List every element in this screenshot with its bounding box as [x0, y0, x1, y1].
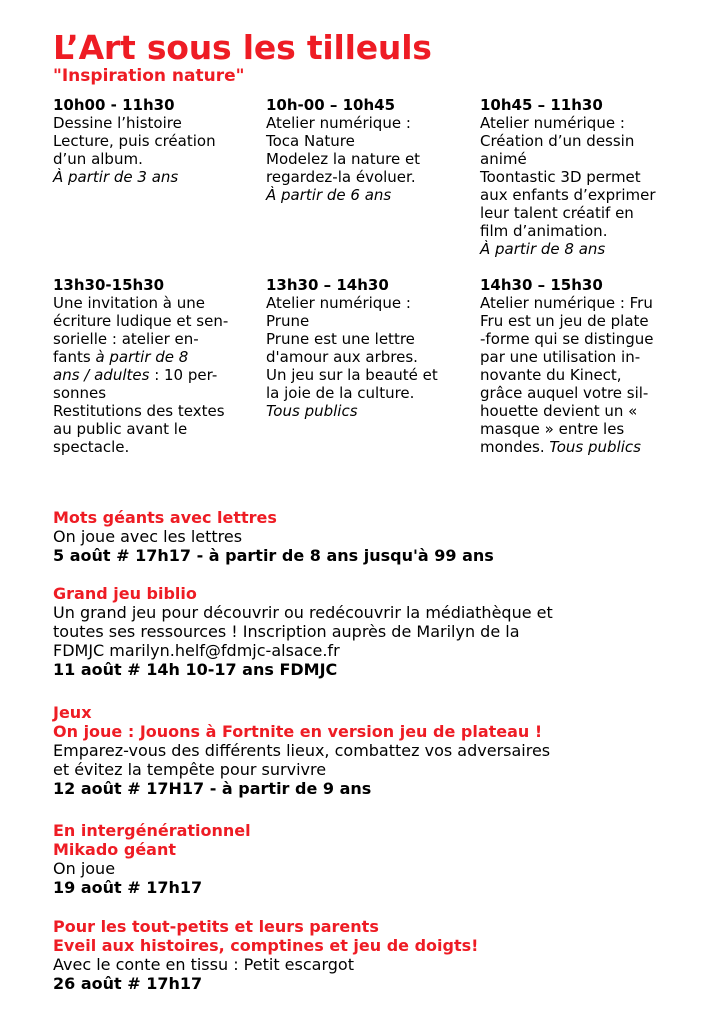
slot-line: Création d’un dessin	[480, 132, 635, 150]
slot-line: sonnes	[53, 384, 107, 402]
slot-line-mixed	[53, 348, 253, 366]
slot-line: Atelier numérique : Fru	[480, 294, 653, 312]
schedule-slot-4	[53, 276, 253, 456]
slot-age-part: ans / adultes	[53, 366, 150, 384]
event-date: 5 août # 17h17 - à partir de 8 ans jusqu'à 99 ans	[53, 546, 494, 565]
slot-time: 10h-00 – 10h45	[266, 96, 396, 114]
event-date: 26 août # 17h17	[53, 974, 203, 993]
slot-age: Tous publics	[266, 402, 358, 420]
program-page	[53, 28, 693, 993]
slot-line: Restitutions des textes	[53, 402, 225, 420]
event-heading: En intergénérationnel	[53, 821, 251, 840]
event-text: Emparez-vous des différents lieux, combattez vos adversaires	[53, 741, 551, 760]
slot-line: d’un album.	[53, 150, 143, 168]
slot-line: Atelier numérique :	[266, 294, 411, 312]
slot-line: Une invitation à une	[53, 294, 205, 312]
schedule-grid	[53, 96, 693, 516]
slot-age: À partir de 3 ans	[53, 168, 179, 186]
event-text: toutes ses ressources ! Inscription auprès de Marilyn de la	[53, 622, 520, 641]
event-heading: Mikado géant	[53, 840, 176, 859]
schedule-slot-3	[480, 96, 693, 258]
slot-line-mixed	[53, 366, 253, 384]
slot-time: 10h00 - 11h30	[53, 96, 175, 114]
slot-line: masque » entre les	[480, 420, 625, 438]
event-text: On joue avec les lettres	[53, 527, 243, 546]
slot-text: mondes.	[480, 438, 550, 456]
event-heading: On joue : Jouons à Fortnite en version jeu de plateau !	[53, 722, 543, 741]
slot-line: -forme qui se distingue	[480, 330, 654, 348]
slot-line-mixed	[480, 438, 693, 456]
slot-line: Lecture, puis création	[53, 132, 216, 150]
event-mots-geants	[53, 508, 494, 565]
slot-line: houette devient un «	[480, 402, 638, 420]
slot-age: À partir de 6 ans	[266, 186, 392, 204]
event-tout-petits	[53, 917, 478, 993]
slot-line: Toontastic 3D permet	[480, 168, 641, 186]
schedule-slot-5	[266, 276, 466, 420]
slot-line: grâce auquel votre sil-	[480, 384, 649, 402]
page-subtitle: "Inspiration nature"	[53, 66, 245, 86]
slot-line: aux enfants d’exprimer	[480, 186, 656, 204]
slot-time: 14h30 – 15h30	[480, 276, 603, 294]
slot-time: 13h30-15h30	[53, 276, 165, 294]
slot-line: Atelier numérique :	[266, 114, 411, 132]
event-text: FDMJC marilyn.helf@fdmjc-alsace.fr	[53, 641, 340, 660]
schedule-slot-1	[53, 96, 253, 186]
event-text: Un grand jeu pour découvrir ou redécouvrir la médiathèque et	[53, 603, 553, 622]
slot-time: 13h30 – 14h30	[266, 276, 389, 294]
event-date: 11 août # 14h 10-17 ans FDMJC	[53, 660, 338, 679]
page-title: L’Art sous les tilleuls	[53, 28, 432, 67]
slot-line: Toca Nature	[266, 132, 355, 150]
schedule-slot-2	[266, 96, 466, 204]
event-heading: Jeux	[53, 703, 92, 722]
slot-line: film d’animation.	[480, 222, 608, 240]
event-heading: Grand jeu biblio	[53, 584, 197, 603]
event-date: 12 août # 17H17 - à partir de 9 ans	[53, 779, 372, 798]
event-heading: Pour les tout-petits et leurs parents	[53, 917, 379, 936]
event-jeux	[53, 703, 550, 798]
slot-line: Atelier numérique :	[480, 114, 625, 132]
event-heading: Eveil aux histoires, comptines et jeu de doigts!	[53, 936, 479, 955]
slot-line: leur talent créatif en	[480, 204, 634, 222]
event-text: et évitez la tempête pour survivre	[53, 760, 327, 779]
schedule-slot-6	[480, 276, 693, 456]
event-text: Avec le conte en tissu : Petit escargot	[53, 955, 354, 974]
slot-line: spectacle.	[53, 438, 130, 456]
slot-line: au public avant le	[53, 420, 188, 438]
slot-text: fants	[53, 348, 96, 366]
slot-line: Un jeu sur la beauté et	[266, 366, 438, 384]
slot-line: par une utilisation in-	[480, 348, 641, 366]
slot-line: Modelez la nature et	[266, 150, 421, 168]
event-heading: Mots géants avec lettres	[53, 508, 277, 527]
slot-line: Prune est une lettre	[266, 330, 415, 348]
slot-time: 10h45 – 11h30	[480, 96, 603, 114]
event-mikado	[53, 821, 251, 897]
slot-line: novante du Kinect,	[480, 366, 622, 384]
slot-age: À partir de 8 ans	[480, 240, 606, 258]
slot-line: animé	[480, 150, 527, 168]
event-text: On joue	[53, 859, 116, 878]
event-grand-jeu	[53, 584, 553, 679]
slot-line: regardez-la évoluer.	[266, 168, 416, 186]
slot-line: d'amour aux arbres.	[266, 348, 418, 366]
event-date: 19 août # 17h17	[53, 878, 203, 897]
slot-line: Prune	[266, 312, 310, 330]
slot-line: écriture ludique et sen-	[53, 312, 229, 330]
slot-line: la joie de la culture.	[266, 384, 415, 402]
slot-line: Fru est un jeu de plate	[480, 312, 649, 330]
slot-age: Tous publics	[549, 438, 641, 456]
slot-line: Dessine l’histoire	[53, 114, 182, 132]
slot-text: : 10 per-	[149, 366, 218, 384]
slot-age-part: à partir de 8	[95, 348, 189, 366]
slot-line: sorielle : atelier en-	[53, 330, 199, 348]
